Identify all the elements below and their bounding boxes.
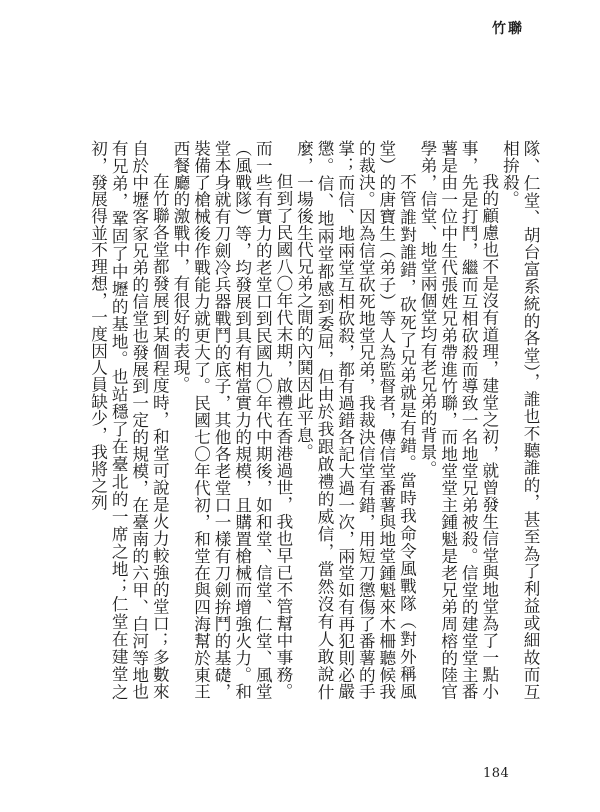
paragraph-continuation: 隊、仁堂、胡台富系統的各堂），誰也不聽誰的，甚至為了利益或細故而互相拚殺。 [500, 140, 540, 700]
paragraph: 在竹聯各堂都發展到某個程度時，和堂可說是火力較強的堂口；多數來自於中壢客家兄弟的信堂也發展到一定的規模，在臺南的六甲、白河等地也有兄弟，鞏固了中壢的基地。也站穩了在臺北的一席之地；仁堂在建堂之初，發展得並不理想，一度因人員缺少，我將之列 [88, 140, 170, 700]
page-number: 184 [483, 766, 510, 781]
paragraph: 但到了民國八〇年代末期，啟禮在香港過世，我也早已不管幫中事務。而一些有實力的老堂口到民國九〇年代中期後，如和堂、信堂、仁堂、風堂（風戰隊）等，均發展到具有相當實力的規模，且購置槍械而增強火力。和堂本身就有刀劍冷兵器戰鬥的底子，其他各老堂口一樣有刀劍拚鬥的基礎，裝備了槍械後作戰能力就更大了。民國七〇年代初，和堂在與四海幫於東王西餐廳的激戰中，有很好的表現。 [170, 140, 293, 700]
running-header: 竹聯 [492, 21, 524, 37]
vertical-text-body [60, 140, 540, 700]
paragraph: 我的顧慮也不是沒有道理，建堂之初，就曾發生信堂與地堂為了一點小事，先是打鬥，繼而互相砍殺而導致一名地堂兄弟被殺。信堂的建堂堂主番薯是由一位中生代張姓兄弟帶進竹聯，而地堂堂主鍾魁是老兄弟周榕的陸官學弟，信堂、地堂兩個堂均有老兄弟的背景。 [418, 140, 499, 700]
paragraph: 不管誰對誰錯，砍死了兄弟就是有錯。當時我命令風戰隊（對外稱風堂）的唐寶生（弟子）等人為監督者，傳信堂番薯與地堂鍾魁來木柵聽候我的裁決。因為信堂砍死地堂兄弟，我裁決信堂有錯，用短刀懲傷了番薯的手掌；而信、地兩堂互相砍殺，都有過錯各記大過一次，兩堂如有再犯則必嚴懲。信、地兩堂都感到委屈，但由於我跟啟禮的威信，當然沒有人敢說什麼，一場後生代兄弟之間的內鬨因此平息。 [294, 140, 417, 700]
